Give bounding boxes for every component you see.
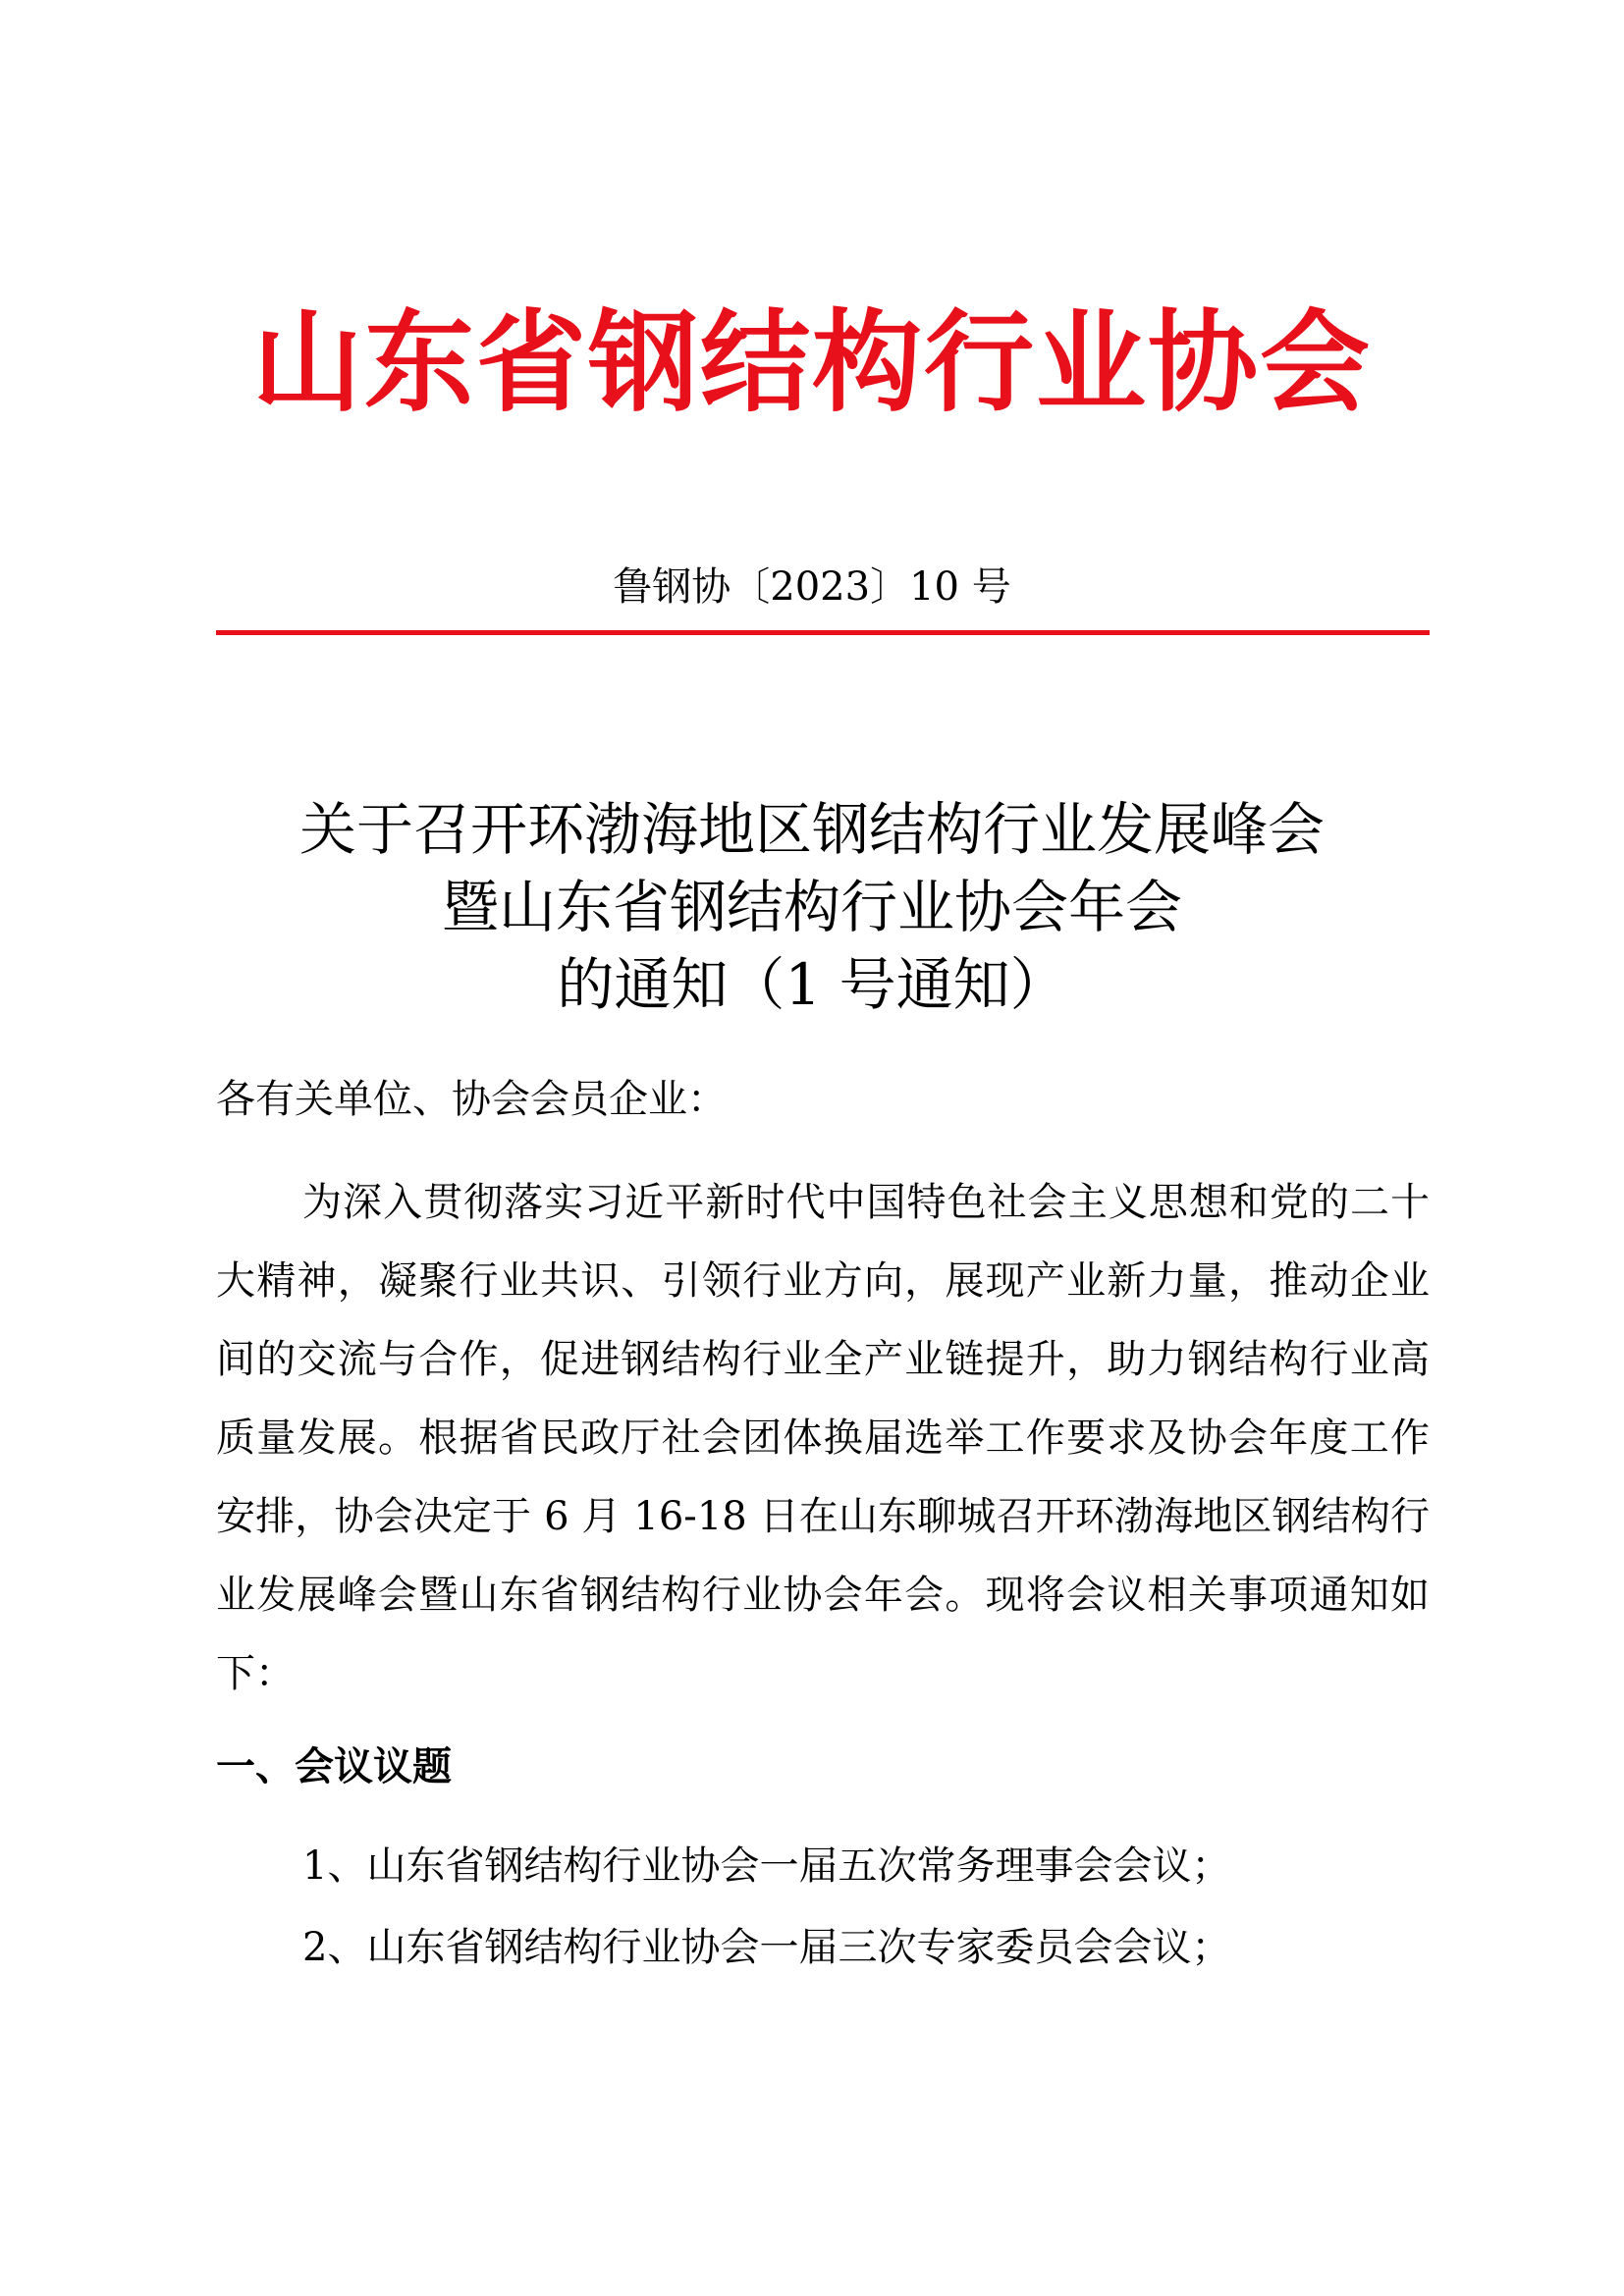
- agenda-item: 1、山东省钢结构行业协会一届五次常务理事会会议；: [302, 1843, 1231, 1889]
- notice-title-line-2: 暨山东省钢结构行业协会年会: [441, 874, 1182, 940]
- salutation: 各有关单位、协会会员企业：: [216, 1077, 727, 1122]
- document-number: 鲁钢协〔2023〕10 号: [613, 564, 1011, 610]
- agenda-item: 2、山东省钢结构行业协会一届三次专家委员会会议；: [302, 1925, 1231, 1970]
- notice-title-line-3: 的通知（1 号通知）: [557, 951, 1067, 1018]
- body-paragraph: 为深入贯彻落实习近平新时代中国特色社会主义思想和党的二十大精神，凝聚行业共识、引领行业方向，展现产业新力量，推动企业间的交流与合作，促进钢结构行业全产业链提升，助力钢结构行业高质量发展。根据省民政厅社会团体换届选举工作要求及协会年度工作安排，协会决定于 6 月 16-18 日在山东聊城召开环渤海地区钢结构行业发展峰会暨山东省钢结构行业协会年会。现将会议相关事项通知如下：: [216, 1180, 1430, 1696]
- notice-title-line-1: 关于召开环渤海地区钢结构行业发展峰会: [298, 796, 1325, 863]
- red-divider-line: [216, 630, 1430, 635]
- org-letterhead: 山东省钢结构行业协会: [252, 299, 1372, 427]
- section-heading-agenda: 一、会议议题: [216, 1744, 452, 1789]
